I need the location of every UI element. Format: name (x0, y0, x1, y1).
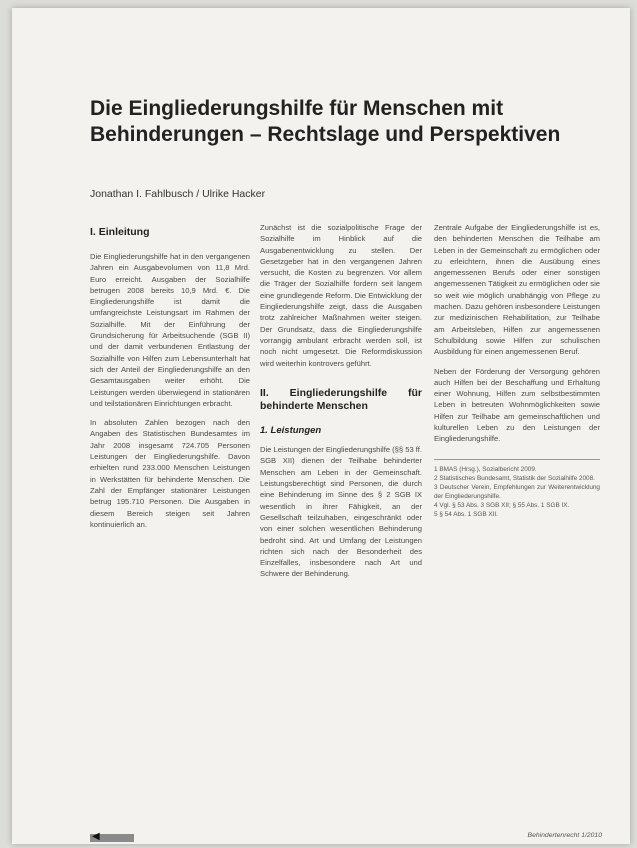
article-authors: Jonathan I. Fahlbusch / Ulrike Hacker (90, 188, 266, 200)
journal-footer: Behindertenrecht 1/2010 (527, 832, 602, 839)
paragraph: In absoluten Zahlen bezogen nach den Angaben des Statistischen Bundesamtes im Jahr 2008 insgesamt 724.705 Personen Leistungen der Eingliederungshilfe. Davon erhielten rund 233.000 Menschen Leistungen in Werkstätten für behinderte Menschen. Die Zahl der Empfänger stationärer Leistungen betrug 195.710 Personen. Die Ausgaben in diesem Bereich steigen seit Jahren kontinuierlich an. (90, 418, 250, 529)
column-1 (90, 222, 250, 538)
article-title: Die Eingliederungshilfe für Menschen mit Behinderungen – Rechtslage und Perspektiven (90, 97, 561, 146)
paragraph: Zunächst ist die sozialpolitische Frage der Sozialhilfe im Hinblick auf die Ausgabenentwicklung zu stellen. Der Gesetzgeber hat in den vergangenen Jahren versucht, die Kosten zu begrenzen. Vor allem die Träger der Sozialhilfe fordern seit langem eine grundlegende Reform. Die Entwicklung der Eingliederungshilfe zeigt, dass die Ausgaben trotz zahlreicher Maßnahmen weiter steigen. Der Grundsatz, dass die Eingliederungshilfe vorrangig ambulant erbracht werden soll, ist noch nicht umgesetzt. Die Reformdiskussion wird weiterhin kontrovers geführt. (260, 223, 422, 368)
column-2 (260, 222, 422, 588)
section-heading-eingliederungshilfe: II. Eingliederungshilfe für behinderte Menschen (260, 386, 422, 412)
page (12, 8, 630, 844)
paragraph: Die Leistungen der Eingliederungshilfe (§§ 53 ff. SGB XII) dienen der Teilhabe behinderter Menschen am Leben in der Gemeinschaft. Leistungsberechtigt sind Personen, die durch eine Behinderung im Sinne des § 2 SGB IX wesentlich in ihrer Fähigkeit, an der Gesellschaft teilzuhaben, eingeschränkt oder von einer solchen wesentlichen Behinderung bedroht sind. Art und Umfang der Leistungen richten sich nach der Besonderheit des Einzelfalles, insbesondere nach Art und Schwere der Behinderung. (260, 445, 422, 579)
footnotes (434, 459, 600, 519)
paragraph: Neben der Förderung der Versorgung gehören auch Hilfen bei der Beschaffung und Erhaltung einer Wohnung, Hilfen zum selbstbestimmten Leben in betreuten Wohnmöglichkeiten sowie Hilfen zur Teilhabe am gemeinschaftlichen und kulturellen Leben zu den Leistungen der Eingliederungshilfe. (434, 366, 600, 444)
footnote: 4 Vgl. § 53 Abs. 3 SGB XII; § 55 Abs. 1 SGB IX. (434, 501, 570, 509)
footnote: 2 Statistisches Bundesamt, Statistik der Sozialhilfe 2008. (434, 474, 595, 482)
page-arrow-icon: ◀ (92, 831, 100, 842)
column-3 (434, 222, 600, 519)
footnote: 3 Deutscher Verein, Empfehlungen zur Weiterentwicklung der Eingliederungshilfe. (434, 483, 600, 500)
paragraph: Zentrale Aufgabe der Eingliederungshilfe ist es, den behinderten Menschen die Teilhabe am Leben in der Gemeinschaft zu ermöglichen oder zu erleichtern, ihnen die Ausübung eines angemessenen Berufs oder einer sonstigen angemessenen Tätigkeit zu ermöglichen oder sie so weit wie möglich unabhängig von Pflege zu machen. Dazu gehören insbesondere Leistungen zur medizinischen Rehabilitation, zur Teilhabe am Arbeitsleben, Hilfen zur angemessenen Schulbildung sowie Hilfen zur schulischen Ausbildung für einen angemessenen Beruf. (434, 223, 600, 357)
section-heading-introduction: I. Einleitung (90, 226, 150, 238)
footnote: 1 BMAS (Hrsg.), Sozialbericht 2009. (434, 465, 537, 473)
paragraph: Die Eingliederungshilfe hat in den vergangenen Jahren ein Ausgabevolumen von 11,8 Mrd. Euro erreicht. Ausgaben der Sozialhilfe betrugen 2008 bereits 10,9 Mrd. €. Die Eingliederungshilfe ist damit die umfangreichste Leistungsart im Rahmen der Sozialhilfe. Mit der Einführung der Grundsicherung für Arbeitsuchende (SGB II) und der damit verbundenen Entlastung der Sozialhilfe von Hilfen zum Lebensunterhalt hat sich der Anteil der Eingliederungshilfe an den Gesamtausgaben weiter erhöht. Die Leistungen werden überwiegend in stationären und teilstationären Einrichtungen erbracht. (90, 252, 250, 408)
footnote: 5 § 54 Abs. 1 SGB XII. (434, 510, 498, 518)
subsection-heading-leistungen: 1. Leistungen (260, 424, 322, 436)
